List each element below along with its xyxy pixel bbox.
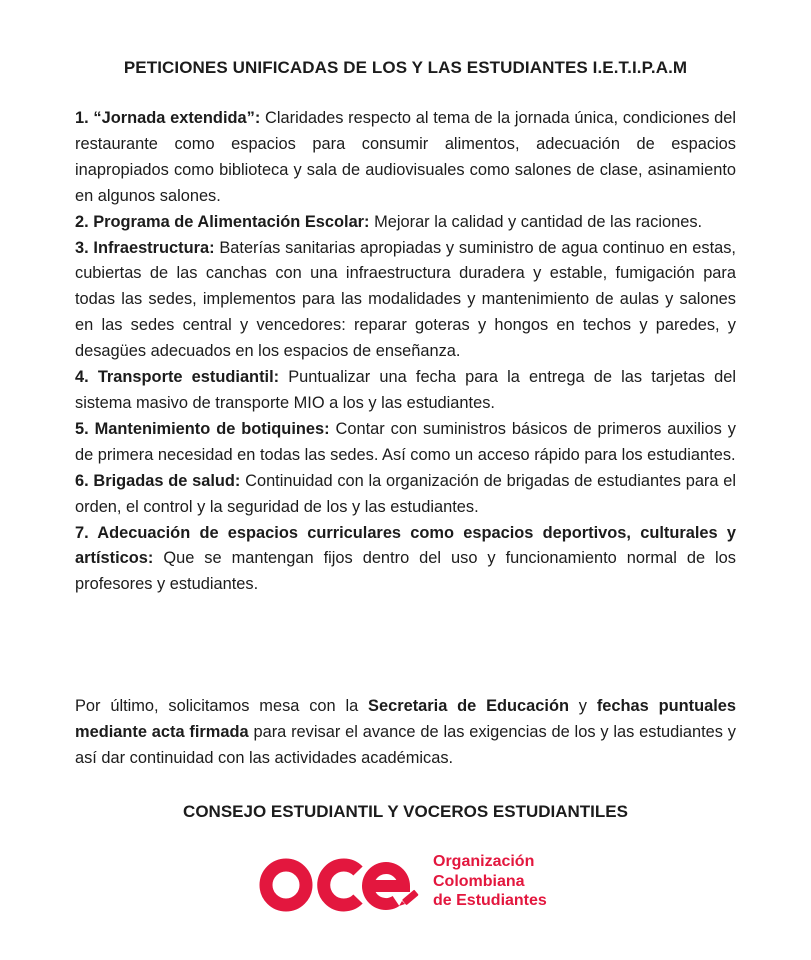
petition-item-7 [75,521,736,599]
petition-text: Claridades respecto al tema de la jornada única, condiciones del restaurante como espacios para consumir alimentos, adecuación de espacios inapropiados como biblioteca y sala de audiovisuales como salones de clase, asinamiento en algunos salones. [75,109,737,205]
signature: CONSEJO ESTUDIANTIL Y VOCEROS ESTUDIANTILES [183,802,628,821]
oce-wordmark-icon [256,846,426,916]
petition-heading: 1. “Jornada extendida”: [75,109,261,127]
petition-item-6 [75,469,736,521]
petition-text: Puntualizar una fecha para la entrega de las tarjetas del sistema masivo de transporte MIO a los y las estudiantes. [75,368,736,412]
petition-text: Que se mantengan fijos dentro del uso y funcionamiento normal de los profesores y estudiantes. [75,549,736,594]
petition-text: Continuidad con la organización de brigadas de estudiantes para el orden, el control y la seguridad de los y las estudiantes. [75,471,736,516]
pencil-icon [399,890,419,906]
closing-emphasis: fechas puntuales mediante acta firmada [75,697,736,741]
petitions-list [75,106,736,598]
petition-text: Contar con suministros básicos de primeros auxilios y de primera necesidad en todas las sedes. Así como un acceso rápido para los estudiantes. [75,419,736,464]
petition-item-4 [75,365,736,417]
closing-text: para revisar el avance de las exigencias de los y las estudiantes y así dar continuidad con las actividades académicas. [75,722,737,767]
petition-item-3 [75,236,736,366]
logo-line: de Estudiantes [433,892,547,909]
closing-text: Por último, solicitamos mesa con la [75,697,369,715]
oce-logo [256,846,556,916]
petition-text: Mejorar la calidad y cantidad de las raciones. [369,212,703,231]
logo-line: Organización [433,853,535,870]
document-title: PETICIONES UNIFICADAS DE LOS Y LAS ESTUDIANTES I.E.T.I.P.A.M [123,58,688,77]
logo-line: Colombiana [433,872,525,890]
petition-heading: 6. Brigadas de salud: [75,471,241,490]
petition-item-2 [75,210,736,236]
petition-heading: 4. Transporte estudiantil: [75,368,280,387]
petition-heading: 5. Mantenimiento de botiquines: [75,419,330,438]
closing-text: y [568,697,597,715]
petition-heading: 3. Infraestructura: [75,238,215,257]
petition-item-1 [75,106,736,210]
closing-emphasis: Secretaria de Educación [368,697,569,715]
logo-text [433,852,547,911]
petition-heading: 7. Adecuación de espacios curriculares como espacios deportivos, culturales y artísticos: [75,523,736,568]
petition-heading: 2. Programa de Alimentación Escolar: [75,212,370,231]
closing-paragraph [75,694,736,772]
petition-text: Baterías sanitarias apropiadas y suministro de agua continuo en estas, cubiertas de las canchas con una infraestructura duradera y estable, fumigación para todas las sedes, implementos para las modalidades y mantenimiento de aulas y salones en las sedes central y vencedores: reparar goteras y hongos en techos y paredes, y desagües adecuados en los espacios de enseñanza. [75,238,736,361]
petition-item-5 [75,417,736,469]
